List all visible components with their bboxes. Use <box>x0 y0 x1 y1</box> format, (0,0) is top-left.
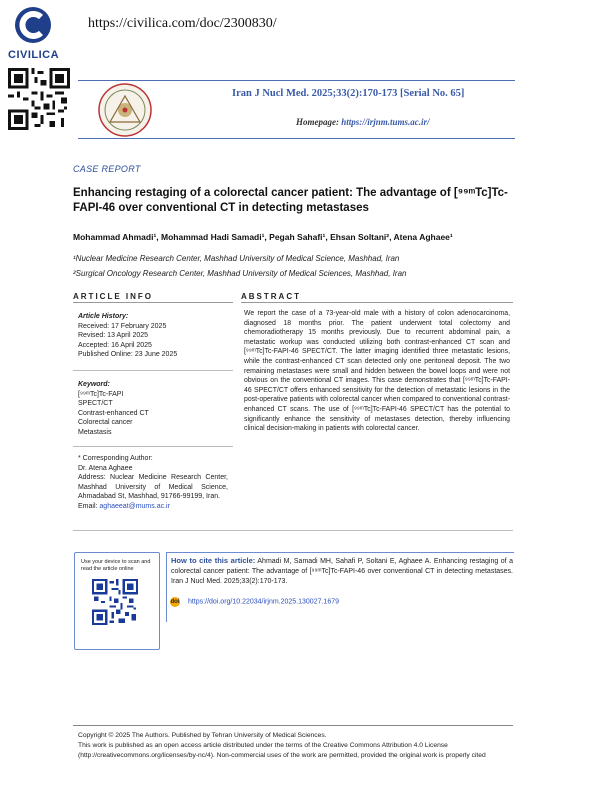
civilica-brand: CIVILICA <box>8 49 60 61</box>
citation-label: How to cite this article: <box>171 556 256 565</box>
article-info-heading: ARTICLE INFO <box>73 292 153 301</box>
keywords <box>78 380 149 438</box>
doi-link[interactable]: https://doi.org/10.22034/irjnm.2025.130027.1679 <box>188 598 340 606</box>
corr-label: * Corresponding Author: <box>78 455 153 462</box>
keyword-item: SPECT/CT <box>78 400 113 408</box>
keyword-item: Contrast-enhanced CT <box>78 409 149 417</box>
copyright-footer <box>78 731 518 761</box>
license-text: This work is published as an open access article distributed under the terms of the Creative Commons Attribution 4.0 License (http://creativecommons.org/licenses/by-nc/4). Non-commercial uses of the work are permitted, provided the original work is properly cited <box>78 742 486 759</box>
qr-code-icon <box>8 68 70 130</box>
article-history <box>78 312 177 360</box>
citation-box <box>166 552 514 622</box>
journal-homepage <box>296 117 430 127</box>
header-rule-top <box>78 80 515 81</box>
civilica-logo[interactable] <box>8 6 58 61</box>
corr-address: Address: Nuclear Medicine Research Center, Mashhad University of Medical Science, Ahmadabad St, Mashhad, 91766-99199, Iran. <box>78 474 228 501</box>
footer-rule <box>73 725 513 726</box>
abstract-body: We report the case of a 73-year-old male with a history of colon adenocarcinoma, diagnosed 18 months prior. The patient underwent total colectomy and chemoradiotherapy 15 months previously. Due to recurrent abdominal pain, a metastatic workup was conducted utilizing both contrast-enhanced CT scan and [⁹⁹ᵐTc]Tc-FAPI-46 SPECT/CT. The latter imaging identified three metastatic lesions, while the contrast-enhanced CT scan detected only one peritoneal deposit. The two remaining metastases were small and hidden between the bowel loops and were not obvious on the conventional CT images. This case demonstrates that [⁹⁹ᵐTc]Tc-FAPI-46 SPECT/CT offers enhanced sensitivity for the detection of metastatic lesions in the post-operative patients with colorectal cancer when compared to conventional contrast-enhanced CT scans. The use of [⁹⁹ᵐTc]Tc-FAPI-46 SPECT/CT has the potential to significantly enhance the sensitivity of metastases detection, thereby influencing clinical decision-making in patients with colorectal cancer. <box>244 310 510 433</box>
corresponding-author <box>78 454 228 512</box>
author-list: Mohammad Ahmadi¹, Mohammad Hadi Samadi¹, Pegah Sahafi¹, Ehsan Soltani², Atena Aghaee¹ <box>73 232 453 242</box>
journal-emblem-icon <box>88 82 162 138</box>
affiliation-1: ¹Nuclear Medicine Research Center, Mashhad University of Medical Science, Mashhad, Iran <box>73 254 400 263</box>
civilica-logo-icon <box>11 6 55 44</box>
source-url[interactable]: https://civilica.com/doc/2300830/ <box>88 16 277 31</box>
email-label: Email: <box>78 502 98 510</box>
keyword-item: [⁹⁹ᵐTc]Tc-FAPI <box>78 390 124 398</box>
journal-reference: Iran J Nucl Med. 2025;33(2):170-173 [Serial No. 65] <box>232 88 465 99</box>
keyword-item: Metastasis <box>78 428 112 436</box>
email-link[interactable]: aghaeeat@mums.ac.ir <box>99 502 170 510</box>
section-divider <box>73 530 513 531</box>
qr-caption: Use your device to scan and read the article online <box>81 559 151 572</box>
accepted-date: Accepted: 16 April 2025 <box>78 341 152 349</box>
doi-icon: doi <box>170 599 180 605</box>
citation-text-block <box>171 556 513 587</box>
info-divider <box>73 370 233 371</box>
doi-row <box>170 597 339 607</box>
homepage-label: Homepage: <box>296 117 339 127</box>
article-info-rule <box>73 302 233 303</box>
corr-email-row <box>78 502 228 512</box>
article-qr-code-icon[interactable] <box>92 579 138 625</box>
history-label: Article History: <box>78 313 129 320</box>
info-divider <box>73 446 233 447</box>
homepage-link[interactable]: https://irjnm.tums.ac.ir/ <box>341 117 430 127</box>
keyword-label: Keyword: <box>78 381 110 388</box>
received-date: Received: 17 February 2025 <box>78 322 167 330</box>
scan-qr-box <box>74 552 160 650</box>
revised-date: Revised: 13 April 2025 <box>78 332 149 340</box>
copyright-line: Copyright © 2025 The Authors. Published by Tehran University of Medical Sciences. <box>78 732 327 739</box>
abstract-rule <box>241 302 513 303</box>
citation-text: Ahmadi M, Samadi MH, Sahafi P, Soltani E, Aghaee A. Enhancing restaging of a colorectal cancer patient: The advantage of [⁹⁹ᵐTc]Tc-FAPI-46 over conventional CT in detecting metastases. Iran J Nucl Med. 2025;33(2):170-173. <box>171 558 513 585</box>
keyword-item: Colorectal cancer <box>78 419 133 427</box>
published-date: Published Online: 23 June 2025 <box>78 351 178 359</box>
affiliation-2: ²Surgical Oncology Research Center, Mashhad University of Medical Sciences, Mashhad, Iran <box>73 269 407 278</box>
header-rule-bottom <box>78 138 515 139</box>
article-type: CASE REPORT <box>73 164 141 174</box>
abstract-heading: ABSTRACT <box>241 292 301 301</box>
article-title: Enhancing restaging of a colorectal cancer patient: The advantage of [⁹⁹ᵐTc]Tc-FAPI-46 over conventional CT in detecting metastases <box>73 187 508 214</box>
corr-name: Dr. Atena Aghaee <box>78 464 133 472</box>
